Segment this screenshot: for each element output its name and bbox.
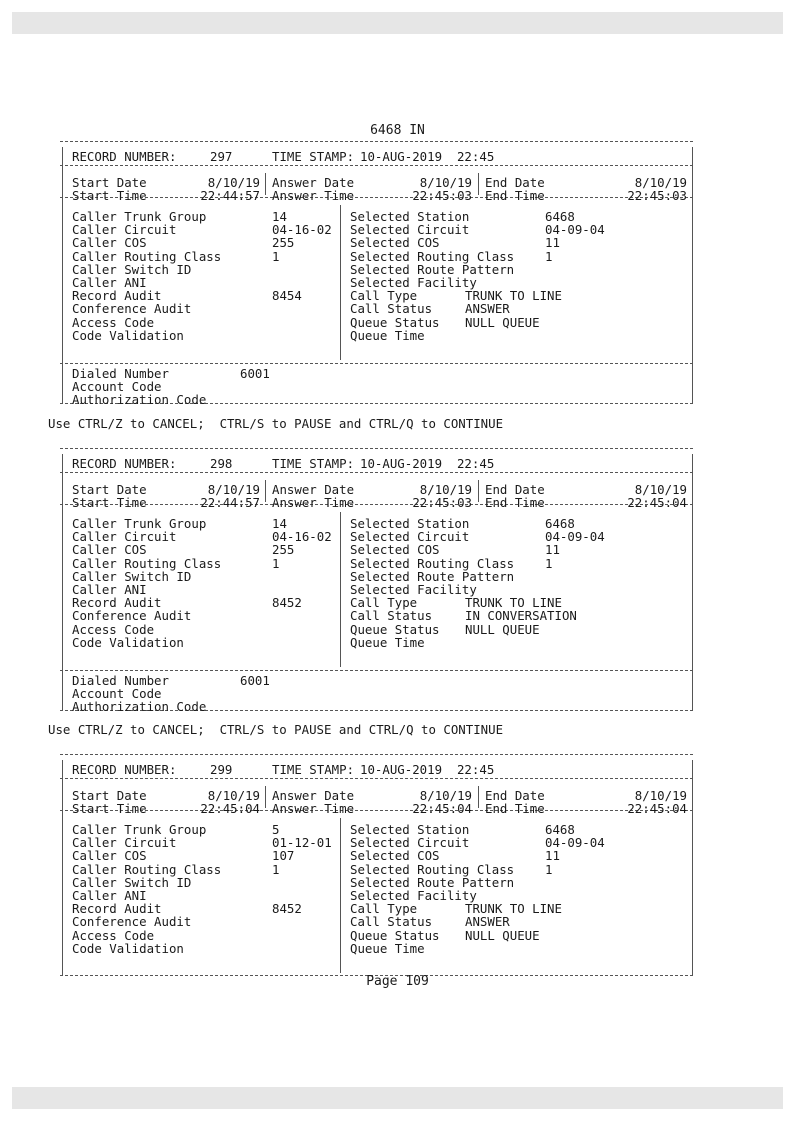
selected-route-pattern-label: Selected Route Pattern — [350, 261, 515, 277]
call-type-value: TRUNK TO LINE — [465, 595, 562, 611]
border-left — [62, 760, 63, 976]
selected-cos-label: Selected COS — [350, 235, 440, 251]
end-time-label: End Time — [485, 495, 545, 510]
selected-station-value: 6468 — [545, 209, 575, 224]
record-number-label: RECORD NUMBER: — [72, 456, 177, 471]
selected-cos-label: Selected COS — [350, 542, 440, 558]
selected-circuit-label: Selected Circuit — [350, 529, 470, 545]
caller-ani-label: Caller ANI — [72, 275, 147, 290]
caller-cos-label: Caller COS — [72, 848, 147, 864]
caller-switch-id-label: Caller Switch ID — [72, 568, 192, 584]
selected-cos-value: 11 — [545, 542, 560, 558]
start-time-value: 22:44:57 — [200, 495, 260, 510]
dashed-separator — [60, 504, 693, 505]
selected-facility-label: Selected Facility — [350, 275, 477, 290]
time-stamp-value: 10-AUG-2019 22:45 — [360, 762, 495, 777]
call-record — [60, 448, 693, 714]
caller-routing-class-label: Caller Routing Class — [72, 861, 222, 877]
caller-routing-class-value: 1 — [272, 861, 280, 877]
call-type-value: TRUNK TO LINE — [465, 901, 562, 917]
selected-routing-class-label: Selected Routing Class — [350, 861, 515, 877]
selected-facility-label: Selected Facility — [350, 888, 477, 903]
dialed-number-value: 6001 — [240, 673, 270, 688]
record-audit-value: 8454 — [272, 288, 302, 304]
page-footer: Page 109 — [366, 974, 429, 989]
queue-status-value: NULL QUEUE — [465, 927, 540, 943]
account-code-label: Account Code — [72, 686, 162, 701]
access-code-label: Access Code — [72, 927, 155, 943]
answer-time-value: 22:45:04 — [412, 801, 472, 816]
caller-routing-class-value: 1 — [272, 555, 280, 571]
dashed-separator — [60, 448, 693, 449]
caller-cos-value: 255 — [272, 542, 295, 558]
column-divider — [265, 786, 266, 808]
caller-cos-value: 107 — [272, 848, 295, 864]
end-time-value: 22:45:04 — [627, 495, 687, 510]
scan-margin-bottom — [12, 1087, 783, 1109]
record-number-label: RECORD NUMBER: — [72, 149, 177, 164]
caller-switch-id-label: Caller Switch ID — [72, 261, 192, 277]
end-time-label: End Time — [485, 188, 545, 203]
call-record — [60, 141, 693, 407]
end-date-label: End Date — [485, 175, 545, 190]
queue-time-label: Queue Time — [350, 634, 425, 650]
dialed-number-value: 6001 — [240, 366, 270, 381]
time-stamp-value: 10-AUG-2019 22:45 — [360, 149, 495, 164]
time-stamp-label: TIME STAMP: — [272, 456, 355, 471]
selected-facility-label: Selected Facility — [350, 582, 477, 597]
code-validation-label: Code Validation — [72, 940, 184, 956]
answer-date-label: Answer Date — [272, 175, 355, 190]
conference-audit-label: Conference Audit — [72, 301, 192, 317]
queue-status-label: Queue Status — [350, 314, 440, 330]
authorization-code-label: Authorization Code — [72, 699, 207, 714]
end-date-value: 8/10/19 — [634, 482, 687, 497]
call-status-value: ANSWER — [465, 301, 510, 317]
end-time-label: End Time — [485, 801, 545, 816]
answer-date-value: 8/10/19 — [419, 175, 472, 190]
code-validation-label: Code Validation — [72, 634, 184, 650]
queue-status-label: Queue Status — [350, 927, 440, 943]
border-right — [692, 760, 693, 976]
start-date-label: Start Date — [72, 788, 147, 803]
caller-cos-label: Caller COS — [72, 542, 147, 558]
end-time-value: 22:45:03 — [627, 188, 687, 203]
selected-station-value: 6468 — [545, 822, 575, 837]
border-left — [62, 454, 63, 710]
end-time-value: 22:45:04 — [627, 801, 687, 816]
caller-trunk-group-value: 14 — [272, 209, 287, 224]
end-date-label: End Date — [485, 788, 545, 803]
account-code-label: Account Code — [72, 379, 162, 394]
caller-cos-value: 255 — [272, 235, 295, 251]
column-divider — [265, 173, 266, 195]
caller-trunk-group-value: 5 — [272, 822, 280, 837]
selected-circuit-value: 04-09-04 — [545, 529, 605, 545]
dashed-separator — [60, 810, 693, 811]
dashed-separator — [60, 141, 693, 142]
selected-station-value: 6468 — [545, 516, 575, 531]
caller-circuit-label: Caller Circuit — [72, 529, 177, 545]
start-time-value: 22:44:57 — [200, 188, 260, 203]
caller-trunk-group-label: Caller Trunk Group — [72, 209, 207, 224]
caller-circuit-value: 04-16-02 — [272, 222, 332, 238]
column-divider — [478, 173, 479, 195]
column-divider — [340, 205, 341, 360]
access-code-label: Access Code — [72, 314, 155, 330]
caller-circuit-label: Caller Circuit — [72, 835, 177, 851]
record-number-value: 298 — [210, 456, 233, 471]
column-divider — [478, 480, 479, 502]
end-date-value: 8/10/19 — [634, 175, 687, 190]
time-stamp-value: 10-AUG-2019 22:45 — [360, 456, 495, 471]
selected-cos-label: Selected COS — [350, 848, 440, 864]
answer-date-value: 8/10/19 — [419, 788, 472, 803]
conference-audit-label: Conference Audit — [72, 608, 192, 624]
record-audit-label: Record Audit — [72, 901, 162, 917]
answer-time-value: 22:45:03 — [412, 188, 472, 203]
call-type-label: Call Type — [350, 288, 418, 304]
caller-routing-class-value: 1 — [272, 248, 280, 264]
caller-routing-class-label: Caller Routing Class — [72, 248, 222, 264]
start-date-value: 8/10/19 — [207, 482, 260, 497]
border-right — [692, 454, 693, 710]
answer-date-label: Answer Date — [272, 788, 355, 803]
selected-routing-class-label: Selected Routing Class — [350, 248, 515, 264]
dashed-separator — [60, 197, 693, 198]
answer-date-value: 8/10/19 — [419, 482, 472, 497]
authorization-code-label: Authorization Code — [72, 392, 207, 407]
selected-circuit-label: Selected Circuit — [350, 222, 470, 238]
selected-circuit-value: 04-09-04 — [545, 222, 605, 238]
start-time-value: 22:45:04 — [200, 801, 260, 816]
record-audit-label: Record Audit — [72, 288, 162, 304]
page-header: 6468 IN — [370, 123, 425, 138]
border-left — [62, 147, 63, 403]
selected-circuit-value: 04-09-04 — [545, 835, 605, 851]
start-date-label: Start Date — [72, 482, 147, 497]
answer-date-label: Answer Date — [272, 482, 355, 497]
dashed-separator — [60, 754, 693, 755]
column-divider — [478, 786, 479, 808]
caller-cos-label: Caller COS — [72, 235, 147, 251]
dashed-separator — [60, 778, 693, 779]
caller-ani-label: Caller ANI — [72, 888, 147, 903]
call-status-label: Call Status — [350, 608, 433, 624]
answer-time-label: Answer Time — [272, 188, 355, 203]
time-stamp-label: TIME STAMP: — [272, 149, 355, 164]
start-date-value: 8/10/19 — [207, 175, 260, 190]
caller-circuit-value: 04-16-02 — [272, 529, 332, 545]
caller-circuit-value: 01-12-01 — [272, 835, 332, 851]
selected-station-label: Selected Station — [350, 209, 470, 224]
dashed-separator — [60, 472, 693, 473]
continue-message: Use CTRL/Z to CANCEL; CTRL/S to PAUSE and CTRL/Q to CONTINUE — [48, 416, 504, 431]
record-number-value: 297 — [210, 149, 233, 164]
call-status-label: Call Status — [350, 914, 433, 930]
dialed-number-label: Dialed Number — [72, 366, 169, 381]
call-type-label: Call Type — [350, 901, 418, 917]
selected-cos-value: 11 — [545, 848, 560, 864]
start-time-label: Start Time — [72, 495, 147, 510]
answer-time-label: Answer Time — [272, 495, 355, 510]
caller-trunk-group-value: 14 — [272, 516, 287, 531]
start-time-label: Start Time — [72, 801, 147, 816]
column-divider — [265, 480, 266, 502]
continue-message: Use CTRL/Z to CANCEL; CTRL/S to PAUSE and CTRL/Q to CONTINUE — [48, 722, 504, 737]
start-time-label: Start Time — [72, 188, 147, 203]
record-number-value: 299 — [210, 762, 233, 777]
dashed-separator — [60, 363, 693, 364]
queue-time-label: Queue Time — [350, 940, 425, 956]
caller-trunk-group-label: Caller Trunk Group — [72, 822, 207, 837]
selected-cos-value: 11 — [545, 235, 560, 251]
caller-routing-class-label: Caller Routing Class — [72, 555, 222, 571]
selected-circuit-label: Selected Circuit — [350, 835, 470, 851]
dialed-number-label: Dialed Number — [72, 673, 169, 688]
call-type-value: TRUNK TO LINE — [465, 288, 562, 304]
answer-time-value: 22:45:03 — [412, 495, 472, 510]
record-number-label: RECORD NUMBER: — [72, 762, 177, 777]
call-status-label: Call Status — [350, 301, 433, 317]
record-audit-value: 8452 — [272, 901, 302, 917]
queue-status-label: Queue Status — [350, 621, 440, 637]
record-audit-value: 8452 — [272, 595, 302, 611]
scan-margin-top — [12, 12, 783, 34]
call-status-value: ANSWER — [465, 914, 510, 930]
call-record — [60, 754, 693, 976]
access-code-label: Access Code — [72, 621, 155, 637]
selected-station-label: Selected Station — [350, 822, 470, 837]
selected-routing-class-value: 1 — [545, 861, 553, 877]
call-type-label: Call Type — [350, 595, 418, 611]
end-date-value: 8/10/19 — [634, 788, 687, 803]
selected-route-pattern-label: Selected Route Pattern — [350, 874, 515, 890]
column-divider — [340, 512, 341, 667]
call-status-value: IN CONVERSATION — [465, 608, 577, 624]
selected-route-pattern-label: Selected Route Pattern — [350, 568, 515, 584]
selected-routing-class-label: Selected Routing Class — [350, 555, 515, 571]
border-right — [692, 147, 693, 403]
time-stamp-label: TIME STAMP: — [272, 762, 355, 777]
caller-circuit-label: Caller Circuit — [72, 222, 177, 238]
start-date-value: 8/10/19 — [207, 788, 260, 803]
code-validation-label: Code Validation — [72, 327, 184, 343]
column-divider — [340, 818, 341, 973]
caller-trunk-group-label: Caller Trunk Group — [72, 516, 207, 531]
answer-time-label: Answer Time — [272, 801, 355, 816]
selected-station-label: Selected Station — [350, 516, 470, 531]
dashed-separator — [60, 165, 693, 166]
start-date-label: Start Date — [72, 175, 147, 190]
queue-status-value: NULL QUEUE — [465, 621, 540, 637]
conference-audit-label: Conference Audit — [72, 914, 192, 930]
dashed-separator — [60, 670, 693, 671]
end-date-label: End Date — [485, 482, 545, 497]
selected-routing-class-value: 1 — [545, 555, 553, 571]
selected-routing-class-value: 1 — [545, 248, 553, 264]
caller-ani-label: Caller ANI — [72, 582, 147, 597]
caller-switch-id-label: Caller Switch ID — [72, 874, 192, 890]
record-audit-label: Record Audit — [72, 595, 162, 611]
queue-time-label: Queue Time — [350, 327, 425, 343]
queue-status-value: NULL QUEUE — [465, 314, 540, 330]
